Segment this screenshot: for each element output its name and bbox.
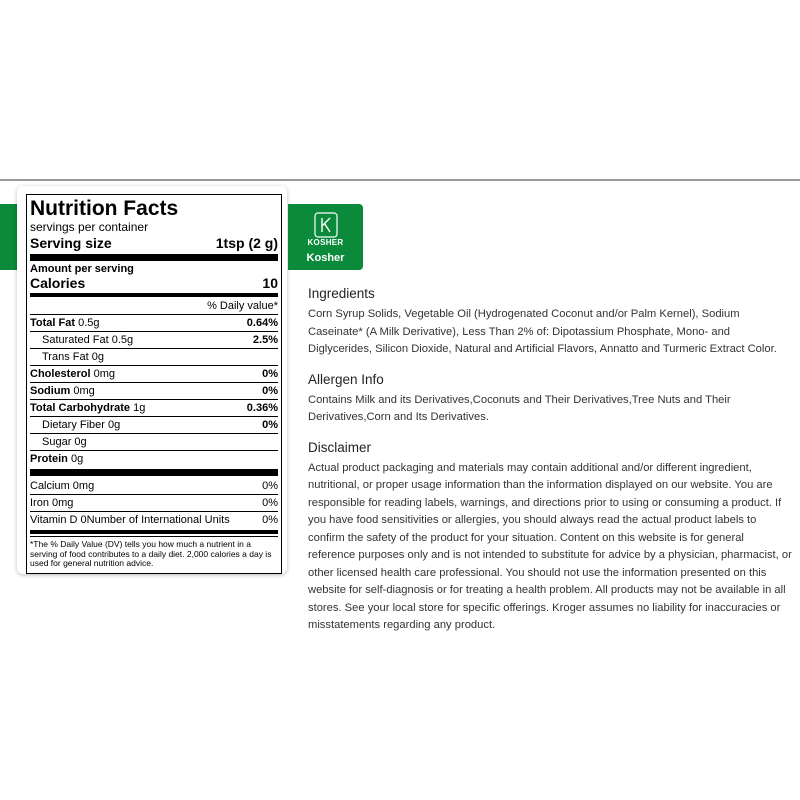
nutrient-label: Cholesterol bbox=[30, 368, 91, 380]
nutrient-amount: 0.5g bbox=[111, 334, 134, 346]
vitamin-label: Iron 0mg bbox=[30, 497, 74, 509]
nutrient-row-sugar bbox=[30, 433, 278, 450]
nutrition-facts-card bbox=[17, 186, 287, 574]
ingredients-section bbox=[308, 286, 794, 359]
nutrient-amount: 0g bbox=[70, 453, 84, 465]
servings-per-container: servings per container bbox=[30, 220, 149, 234]
nutrient-row-dietary-fiber bbox=[30, 416, 278, 433]
allergen-section bbox=[308, 372, 794, 427]
kosher-label: Kosher bbox=[306, 252, 345, 264]
ingredients-heading: Ingredients bbox=[308, 286, 375, 301]
calories-label: Calories bbox=[30, 275, 86, 291]
vitamin-pct: 0% bbox=[262, 497, 278, 509]
allergen-heading: Allergen Info bbox=[308, 371, 384, 387]
daily-value-footnote: *The % Daily Value (DV) tells you how much a nutrient in a serving of food contributes to a daily diet. 2,000 calories a day is used for general nutrition advice. bbox=[30, 536, 278, 569]
allergen-text: Contains Milk and its Derivatives,Coconuts and Their Derivatives,Tree Nuts and Their Derivatives,Corn and Its Derivatives. bbox=[308, 393, 731, 423]
nutrition-title: Nutrition Facts bbox=[30, 197, 179, 220]
nutrient-pct: 0.64% bbox=[246, 317, 278, 329]
nutrient-pct: 0% bbox=[262, 385, 278, 397]
disclaimer-text: Actual product packaging and materials may contain additional and/or different ingredient, nutritional, or proper usage information than the information displayed on our website. You are responsible for reading labels, warnings, and directions prior to using or consuming a product. If you have food sensitivities or allergies, you should always read the actual product labels to confirm the safety of the product for your situation. Content on this website is for general reference purposes only and is not intended to substitute for advice by a physician, pharmacist, or other licensed health care professional. You should not use the information presented on this website for self-diagnosis or for treating a health problem. All products may not be available in all stores. See your local store for specific offerings. Kroger assumes no liability for inaccuracies or misstatements regarding any product. bbox=[308, 461, 792, 631]
kosher-k-icon bbox=[314, 212, 338, 238]
divider-thick bbox=[30, 254, 278, 261]
nutrient-amount: 0mg bbox=[93, 368, 115, 380]
kosher-tag: KOSHER bbox=[307, 238, 344, 247]
nutrient-amount: 0g bbox=[108, 419, 121, 431]
nutrient-row-total-carbohydrate bbox=[30, 399, 278, 416]
vitamin-row-calcium bbox=[30, 478, 278, 494]
nutrient-label: Saturated Fat bbox=[42, 334, 109, 346]
nutrient-row-saturated-fat bbox=[30, 331, 278, 348]
nutrient-pct: 0.36% bbox=[246, 402, 278, 414]
nutrient-label: Total Fat bbox=[30, 317, 76, 329]
amount-per-serving: Amount per serving bbox=[30, 263, 134, 275]
vitamin-label: Vitamin D 0Number of International Units bbox=[30, 514, 230, 526]
nutrient-row-cholesterol bbox=[30, 365, 278, 382]
nutrient-amount: 0.5g bbox=[78, 317, 100, 329]
divider-medium bbox=[30, 293, 278, 297]
nutrient-row-trans-fat bbox=[30, 348, 278, 365]
kosher-badge[interactable] bbox=[288, 204, 363, 270]
disclaimer-section bbox=[308, 440, 794, 635]
serving-size-row bbox=[30, 234, 278, 252]
nutrient-row-total-fat bbox=[30, 314, 278, 331]
top-divider bbox=[0, 179, 800, 181]
nutrient-label: Dietary Fiber bbox=[42, 419, 105, 431]
carousel-edge-tab[interactable] bbox=[0, 204, 17, 270]
nutrient-label: Protein bbox=[30, 453, 68, 465]
nutrient-row-protein bbox=[30, 450, 278, 467]
calories-row bbox=[30, 275, 278, 291]
nutrient-amount: 0g bbox=[74, 436, 87, 448]
nutrition-facts-label bbox=[26, 194, 282, 574]
serving-size-label: Serving size bbox=[30, 235, 112, 251]
daily-value-header: % Daily value* bbox=[207, 300, 278, 312]
product-info bbox=[308, 286, 794, 648]
nutrient-label: Total Carbohydrate bbox=[30, 402, 131, 414]
disclaimer-heading: Disclaimer bbox=[308, 439, 372, 455]
ingredients-text: Corn Syrup Solids, Vegetable Oil (Hydrogenated Coconut and/or Palm Kernel), Sodium Caseinate* (A Milk Derivative), Less Than 2% of: Dipotassium Phosphate, Mono- and Diglycerides, Silicon Dioxide, Natural and Artificial Flavors, Annatto and Turmeric Extract Color. bbox=[308, 308, 777, 355]
nutrient-pct: 2.5% bbox=[252, 334, 278, 346]
nutrient-label: Trans Fat bbox=[42, 351, 89, 363]
divider-medium bbox=[30, 530, 278, 534]
vitamin-pct: 0% bbox=[262, 480, 278, 492]
nutrient-label: Sodium bbox=[30, 385, 71, 397]
nutrient-pct: 0% bbox=[262, 368, 278, 380]
nutrient-row-sodium bbox=[30, 382, 278, 399]
nutrient-amount: 0g bbox=[91, 351, 104, 363]
nutrient-label: Sugar bbox=[42, 436, 72, 448]
nutrient-amount: 1g bbox=[133, 402, 146, 414]
vitamin-pct: 0% bbox=[262, 514, 278, 526]
serving-size-value: 1tsp (2 g) bbox=[215, 235, 278, 251]
divider-thick bbox=[30, 469, 278, 476]
nutrient-pct: 0% bbox=[262, 419, 278, 431]
calories-value: 10 bbox=[262, 275, 278, 291]
vitamin-row-vitamin-d bbox=[30, 511, 278, 528]
vitamin-row-iron bbox=[30, 494, 278, 511]
nutrient-amount: 0mg bbox=[73, 385, 95, 397]
vitamin-label: Calcium 0mg bbox=[30, 480, 95, 492]
